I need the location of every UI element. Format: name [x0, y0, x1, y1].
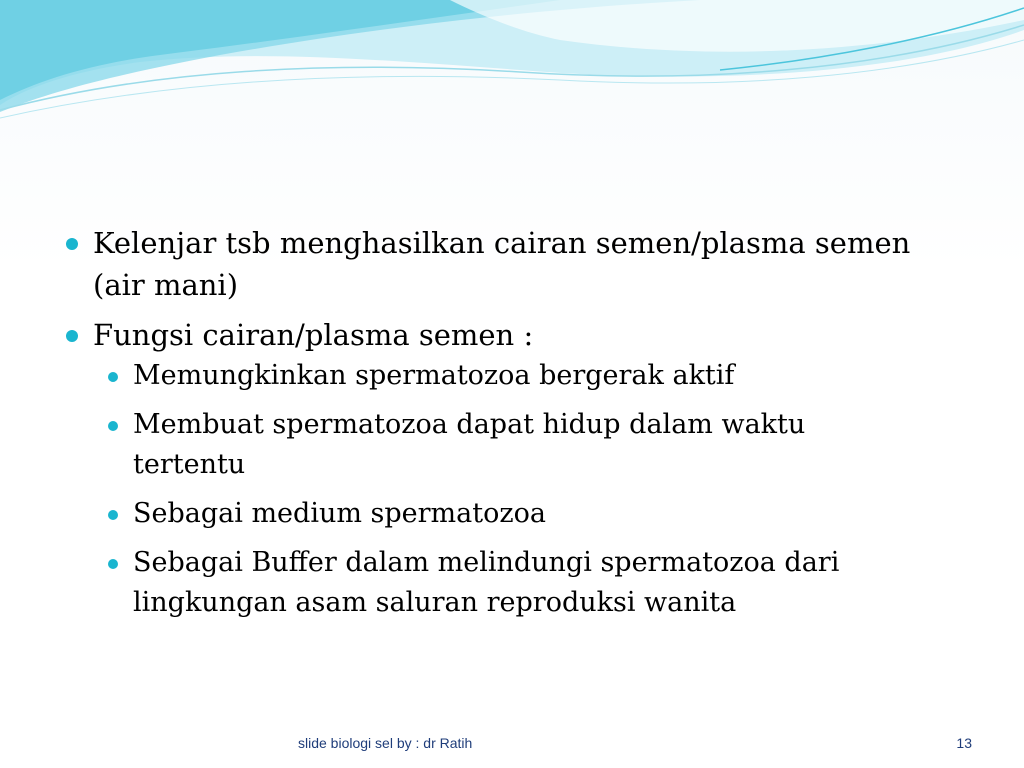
bullet-text: Fungsi cairan/plasma semen :: [93, 318, 534, 352]
sub-bullet-text: Membuat spermatozoa dapat hidup dalam waktu tertentu: [133, 409, 806, 480]
bullet-text: Kelenjar tsb menghasilkan cairan semen/plasma semen (air mani): [93, 226, 911, 302]
sub-bullet-text: Sebagai medium spermatozoa: [133, 498, 546, 529]
sub-bullet-text: Sebagai Buffer dalam melindungi spermatozoa dari lingkungan asam saluran reproduksi wanita: [133, 547, 840, 618]
bullet-list: [62, 222, 922, 623]
footer-text: slide biologi sel by : dr Ratih: [298, 735, 473, 751]
sub-bullet-text: Memungkinkan spermatozoa bergerak aktif: [133, 360, 735, 391]
sub-bullet-list: [62, 356, 922, 623]
sub-bullet-item: [62, 405, 922, 485]
slide-number: 13: [956, 735, 972, 751]
sub-bullet-item: [62, 543, 922, 623]
slide-body: [62, 222, 922, 632]
bullet-item-semen: [62, 222, 922, 306]
header-wave-decoration: [0, 0, 1024, 130]
bullet-item-fungsi: [62, 314, 922, 623]
sub-bullet-item: [62, 494, 922, 534]
sub-bullet-item: [62, 356, 922, 396]
